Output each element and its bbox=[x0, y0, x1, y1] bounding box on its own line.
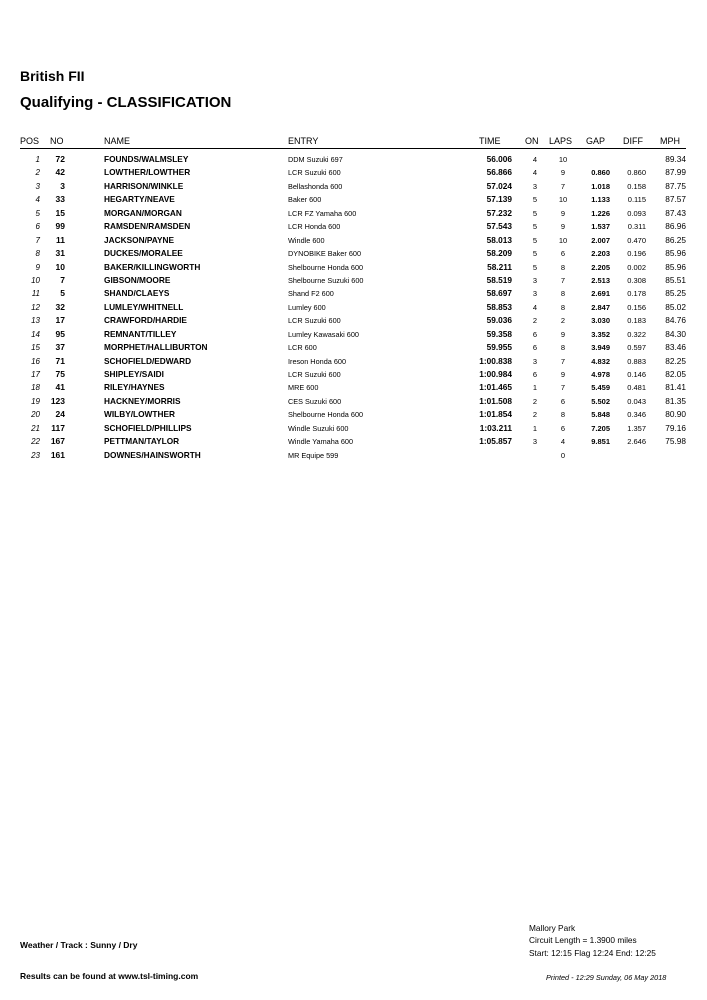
session-times: Start: 12:15 Flag 12:24 End: 12:25 bbox=[529, 947, 656, 958]
table-header bbox=[0, 136, 707, 148]
cell-laps: 4 bbox=[560, 437, 566, 447]
cell-pos: 10 bbox=[31, 275, 40, 285]
header-pos: POS bbox=[20, 136, 40, 146]
cell-pos: 7 bbox=[35, 235, 40, 245]
cell-time: 58.519 bbox=[486, 274, 512, 285]
cell-on: 1 bbox=[532, 383, 538, 393]
cell-laps: 6 bbox=[560, 423, 566, 433]
cell-on: 4 bbox=[532, 155, 538, 164]
cell-no: 167 bbox=[50, 436, 65, 447]
cell-pos: 20 bbox=[31, 410, 40, 420]
cell-time: 58.853 bbox=[486, 301, 512, 312]
cell-laps: 7 bbox=[560, 181, 566, 191]
cell-name: SCHOFIELD/EDWARD bbox=[104, 355, 192, 366]
cell-laps: 9 bbox=[560, 168, 566, 178]
cell-diff: 0.178 bbox=[627, 289, 646, 299]
cell-diff: 0.158 bbox=[627, 181, 646, 191]
cell-no: 75 bbox=[55, 369, 65, 379]
cell-name: REMNANT/TILLEY bbox=[104, 328, 177, 339]
cell-entry: CES Suzuki 600 bbox=[288, 396, 342, 406]
cell-diff: 0.481 bbox=[627, 383, 646, 393]
cell-gap: 2.007 bbox=[591, 235, 610, 245]
cell-on: 3 bbox=[532, 181, 538, 191]
cell-mph: 84.76 bbox=[665, 315, 686, 326]
cell-no: 3 bbox=[60, 180, 65, 191]
cell-pos: 14 bbox=[31, 329, 40, 339]
cell-gap: 7.205 bbox=[591, 423, 610, 433]
cell-no: 42 bbox=[55, 167, 65, 178]
cell-time: 56.006 bbox=[486, 154, 512, 164]
cell-entry: Windle 600 bbox=[288, 235, 325, 245]
cell-no: 71 bbox=[55, 355, 65, 366]
cell-name: SHAND/CLAEYS bbox=[104, 288, 170, 299]
header-entry: ENTRY bbox=[288, 136, 319, 146]
cell-no: 95 bbox=[55, 328, 65, 339]
cell-pos: 18 bbox=[31, 383, 40, 393]
table-row bbox=[0, 355, 707, 368]
cell-time: 58.697 bbox=[486, 288, 512, 299]
cell-mph: 85.96 bbox=[665, 261, 686, 272]
cell-pos: 21 bbox=[31, 423, 40, 433]
table-row bbox=[0, 220, 707, 233]
cell-pos: 1 bbox=[35, 155, 40, 164]
cell-mph: 75.98 bbox=[665, 436, 686, 447]
table-row bbox=[0, 381, 707, 394]
cell-name: RILEY/HAYNES bbox=[104, 382, 165, 393]
cell-on: 3 bbox=[532, 437, 538, 447]
table-row bbox=[0, 234, 707, 247]
cell-pos: 11 bbox=[31, 289, 40, 299]
cell-no: 41 bbox=[55, 382, 65, 393]
cell-entry: LCR 600 bbox=[288, 343, 317, 353]
cell-time: 57.139 bbox=[486, 194, 512, 205]
cell-laps: 10 bbox=[558, 235, 568, 245]
cell-name: HARRISON/WINKLE bbox=[104, 180, 184, 191]
cell-gap: 1.537 bbox=[591, 222, 610, 232]
cell-no: 24 bbox=[55, 409, 65, 420]
cell-name: LUMLEY/WHITNELL bbox=[104, 301, 184, 312]
cell-mph: 80.90 bbox=[665, 409, 686, 420]
cell-on: 3 bbox=[532, 289, 538, 299]
cell-name: BAKER/KILLINGWORTH bbox=[104, 261, 201, 272]
table-row bbox=[0, 166, 707, 179]
cell-pos: 19 bbox=[31, 396, 40, 406]
cell-laps: 7 bbox=[560, 383, 566, 393]
cell-mph: 87.75 bbox=[665, 180, 686, 191]
cell-time: 56.866 bbox=[486, 167, 512, 178]
table-row bbox=[0, 449, 707, 462]
cell-laps: 6 bbox=[560, 396, 566, 406]
cell-pos: 8 bbox=[35, 249, 40, 259]
cell-laps: 0 bbox=[560, 450, 566, 460]
cell-diff: 0.860 bbox=[627, 168, 646, 178]
cell-diff: 0.322 bbox=[627, 329, 646, 339]
classification-table bbox=[0, 153, 707, 462]
cell-gap: 4.978 bbox=[591, 370, 610, 379]
cell-entry: Lumley 600 bbox=[288, 302, 326, 312]
cell-gap: 5.502 bbox=[591, 396, 610, 406]
table-row bbox=[0, 328, 707, 341]
cell-time: 1:03.211 bbox=[479, 422, 512, 433]
cell-gap: 1.018 bbox=[591, 181, 610, 191]
cell-diff: 0.156 bbox=[627, 302, 646, 312]
cell-pos: 15 bbox=[31, 343, 40, 353]
cell-name: RAMSDEN/RAMSDEN bbox=[104, 221, 191, 232]
header-on: ON bbox=[525, 136, 539, 146]
cell-on: 5 bbox=[532, 208, 538, 218]
cell-no: 17 bbox=[55, 315, 65, 326]
table-row bbox=[0, 341, 707, 354]
cell-laps: 8 bbox=[560, 289, 566, 299]
cell-time: 57.543 bbox=[486, 221, 512, 232]
cell-gap: 1.133 bbox=[591, 195, 610, 205]
cell-entry: Ireson Honda 600 bbox=[288, 356, 347, 366]
cell-time: 58.211 bbox=[487, 261, 512, 272]
weather-track: Weather / Track : Sunny / Dry bbox=[20, 940, 138, 950]
cell-laps: 8 bbox=[560, 410, 566, 420]
cell-entry: Bellashonda 600 bbox=[288, 181, 343, 191]
cell-pos: 12 bbox=[31, 302, 40, 312]
cell-entry: Shelbourne Honda 600 bbox=[288, 410, 364, 420]
cell-time: 57.024 bbox=[486, 180, 512, 191]
session-title: Qualifying - CLASSIFICATION bbox=[20, 94, 232, 111]
cell-gap: 2.513 bbox=[591, 275, 610, 285]
header-mph: MPH bbox=[660, 136, 680, 146]
cell-diff: 0.311 bbox=[627, 222, 646, 232]
cell-time: 1:00.838 bbox=[479, 355, 512, 366]
cell-on: 4 bbox=[532, 302, 538, 312]
cell-diff: 1.357 bbox=[627, 423, 646, 433]
cell-gap: 1.226 bbox=[591, 208, 610, 218]
cell-laps: 2 bbox=[560, 316, 566, 326]
table-row bbox=[0, 261, 707, 274]
cell-diff: 0.308 bbox=[627, 275, 646, 285]
cell-mph: 85.25 bbox=[665, 288, 686, 299]
cell-name: MORPHET/HALLIBURTON bbox=[104, 342, 208, 353]
cell-time: 59.358 bbox=[486, 328, 512, 339]
cell-pos: 17 bbox=[31, 370, 40, 379]
cell-name: WILBY/LOWTHER bbox=[104, 409, 175, 420]
cell-mph: 86.25 bbox=[665, 234, 686, 245]
cell-entry: Shand F2 600 bbox=[288, 289, 334, 299]
cell-no: 15 bbox=[55, 207, 65, 218]
cell-name: HEGARTY/NEAVE bbox=[104, 194, 175, 205]
table-row bbox=[0, 408, 707, 421]
cell-pos: 6 bbox=[35, 222, 40, 232]
cell-on: 5 bbox=[532, 262, 538, 272]
cell-entry: Windle Suzuki 600 bbox=[288, 423, 349, 433]
cell-no: 99 bbox=[55, 221, 65, 232]
cell-gap: 3.949 bbox=[591, 343, 610, 353]
cell-pos: 16 bbox=[31, 356, 40, 366]
cell-time: 1:01.465 bbox=[479, 382, 512, 393]
circuit-length: Circuit Length = 1.3900 miles bbox=[529, 935, 637, 946]
cell-pos: 4 bbox=[35, 195, 40, 205]
cell-laps: 10 bbox=[558, 195, 568, 205]
cell-entry: LCR Suzuki 600 bbox=[288, 316, 341, 326]
cell-mph: 84.30 bbox=[665, 328, 686, 339]
header-laps: LAPS bbox=[549, 136, 573, 146]
cell-no: 72 bbox=[55, 154, 65, 164]
cell-mph: 79.16 bbox=[665, 422, 686, 433]
cell-laps: 7 bbox=[560, 275, 566, 285]
cell-entry: LCR FZ Yamaha 600 bbox=[288, 208, 357, 218]
cell-pos: 22 bbox=[31, 437, 40, 447]
cell-diff: 0.183 bbox=[627, 316, 646, 326]
cell-name: MORGAN/MORGAN bbox=[104, 207, 182, 218]
cell-on: 3 bbox=[532, 275, 538, 285]
table-row bbox=[0, 207, 707, 220]
cell-pos: 3 bbox=[35, 181, 40, 191]
table-row bbox=[0, 395, 707, 408]
cell-no: 117 bbox=[51, 422, 65, 433]
cell-gap: 2.691 bbox=[591, 289, 610, 299]
cell-gap: 9.851 bbox=[591, 437, 610, 447]
cell-on: 5 bbox=[532, 222, 538, 232]
cell-no: 161 bbox=[50, 449, 65, 460]
cell-diff: 2.646 bbox=[627, 437, 646, 447]
cell-mph: 81.35 bbox=[665, 395, 686, 406]
cell-mph: 87.57 bbox=[665, 194, 686, 205]
cell-no: 31 bbox=[55, 248, 65, 259]
cell-mph: 82.05 bbox=[665, 369, 686, 379]
cell-gap: 0.860 bbox=[591, 168, 610, 178]
cell-entry: MRE 600 bbox=[288, 383, 319, 393]
cell-laps: 7 bbox=[560, 356, 566, 366]
cell-time: 1:00.984 bbox=[479, 369, 512, 379]
table-row bbox=[0, 180, 707, 193]
header-time: TIME bbox=[479, 136, 501, 146]
cell-diff: 0.093 bbox=[627, 208, 646, 218]
cell-time: 57.232 bbox=[486, 207, 512, 218]
cell-diff: 0.196 bbox=[627, 249, 646, 259]
cell-entry: Lumley Kawasaki 600 bbox=[288, 329, 359, 339]
cell-laps: 8 bbox=[560, 343, 566, 353]
cell-mph: 87.99 bbox=[665, 167, 686, 178]
cell-gap: 4.832 bbox=[591, 356, 610, 366]
cell-no: 32 bbox=[55, 301, 65, 312]
cell-pos: 2 bbox=[35, 168, 40, 178]
cell-diff: 0.470 bbox=[627, 235, 646, 245]
cell-name: DUCKES/MORALEE bbox=[104, 248, 183, 259]
cell-time: 59.955 bbox=[486, 342, 512, 353]
cell-no: 33 bbox=[55, 194, 65, 205]
cell-diff: 0.346 bbox=[627, 410, 646, 420]
cell-on: 2 bbox=[532, 396, 538, 406]
cell-entry: LCR Suzuki 600 bbox=[288, 168, 341, 178]
header-divider bbox=[20, 148, 686, 149]
cell-entry: Windle Yamaha 600 bbox=[288, 437, 354, 447]
table-row bbox=[0, 287, 707, 300]
table-row bbox=[0, 422, 707, 435]
table-row bbox=[0, 368, 707, 381]
cell-name: HACKNEY/MORRIS bbox=[104, 395, 181, 406]
cell-on: 6 bbox=[532, 329, 538, 339]
venue-info bbox=[529, 922, 656, 959]
cell-gap: 3.030 bbox=[591, 316, 610, 326]
header-gap: GAP bbox=[586, 136, 606, 146]
cell-mph: 85.51 bbox=[665, 274, 686, 285]
cell-laps: 6 bbox=[560, 249, 566, 259]
cell-laps: 10 bbox=[558, 155, 568, 164]
cell-mph: 82.25 bbox=[665, 355, 686, 366]
cell-mph: 89.34 bbox=[665, 154, 686, 164]
cell-time: 59.036 bbox=[486, 315, 512, 326]
cell-name: CRAWFORD/HARDIE bbox=[104, 315, 187, 326]
cell-diff: 0.597 bbox=[627, 343, 646, 353]
cell-pos: 9 bbox=[35, 262, 40, 272]
printed-timestamp: Printed - 12:29 Sunday, 06 May 2018 bbox=[546, 973, 667, 982]
cell-entry: Shelbourne Suzuki 600 bbox=[288, 275, 364, 285]
cell-laps: 9 bbox=[560, 329, 566, 339]
cell-laps: 8 bbox=[560, 262, 566, 272]
cell-gap: 2.203 bbox=[591, 249, 610, 259]
cell-laps: 9 bbox=[560, 370, 566, 379]
cell-gap: 3.352 bbox=[591, 329, 610, 339]
cell-entry: DDM Suzuki 697 bbox=[288, 155, 343, 164]
cell-entry: Shelbourne Honda 600 bbox=[288, 262, 364, 272]
cell-pos: 23 bbox=[31, 450, 40, 460]
table-row bbox=[0, 314, 707, 327]
venue-name: Mallory Park bbox=[529, 923, 576, 933]
cell-on: 6 bbox=[532, 343, 538, 353]
header-no: NO bbox=[50, 136, 64, 146]
cell-name: FOUNDS/WALMSLEY bbox=[104, 154, 189, 164]
cell-diff: 0.146 bbox=[627, 370, 646, 379]
cell-mph: 85.02 bbox=[665, 301, 686, 312]
cell-laps: 8 bbox=[560, 302, 566, 312]
cell-name: DOWNES/HAINSWORTH bbox=[104, 449, 201, 460]
cell-no: 7 bbox=[60, 274, 65, 285]
header-name: NAME bbox=[104, 136, 131, 146]
cell-mph: 81.41 bbox=[665, 382, 686, 393]
cell-entry: MR Equipe 599 bbox=[288, 450, 339, 460]
cell-on: 2 bbox=[532, 316, 538, 326]
cell-name: SCHOFIELD/PHILLIPS bbox=[104, 422, 192, 433]
cell-entry: DYNOBIKE Baker 600 bbox=[288, 249, 362, 259]
cell-on: 5 bbox=[532, 249, 538, 259]
cell-laps: 9 bbox=[560, 208, 566, 218]
cell-pos: 5 bbox=[35, 208, 40, 218]
cell-on: 6 bbox=[532, 370, 538, 379]
table-row bbox=[0, 301, 707, 314]
cell-diff: 0.043 bbox=[627, 396, 646, 406]
cell-no: 37 bbox=[55, 342, 65, 353]
cell-mph: 83.46 bbox=[665, 342, 686, 353]
cell-gap: 5.848 bbox=[591, 410, 610, 420]
cell-name: LOWTHER/LOWTHER bbox=[104, 167, 191, 178]
cell-on: 5 bbox=[532, 235, 538, 245]
cell-mph: 85.96 bbox=[665, 248, 686, 259]
series-title: British FII bbox=[20, 68, 85, 84]
table-row bbox=[0, 193, 707, 206]
table-row bbox=[0, 435, 707, 448]
cell-diff: 0.115 bbox=[627, 195, 646, 205]
cell-gap: 5.459 bbox=[591, 383, 610, 393]
cell-gap: 2.847 bbox=[591, 302, 610, 312]
results-link-text: Results can be found at www.tsl-timing.com bbox=[20, 971, 199, 981]
cell-name: PETTMAN/TAYLOR bbox=[104, 436, 180, 447]
cell-time: 1:01.508 bbox=[479, 395, 512, 406]
cell-on: 1 bbox=[532, 423, 538, 433]
table-row bbox=[0, 153, 707, 166]
cell-pos: 13 bbox=[31, 316, 40, 326]
table-row bbox=[0, 247, 707, 260]
cell-on: 4 bbox=[532, 168, 538, 178]
cell-mph: 87.43 bbox=[665, 207, 686, 218]
cell-time: 1:01.854 bbox=[479, 409, 512, 420]
cell-on: 5 bbox=[532, 195, 538, 205]
cell-entry: LCR Honda 600 bbox=[288, 222, 341, 232]
cell-diff: 0.002 bbox=[627, 262, 646, 272]
cell-mph: 86.96 bbox=[665, 221, 686, 232]
header-diff: DIFF bbox=[623, 136, 643, 146]
cell-gap: 2.205 bbox=[591, 262, 610, 272]
cell-time: 58.209 bbox=[486, 248, 512, 259]
cell-no: 5 bbox=[60, 288, 65, 299]
cell-diff: 0.883 bbox=[627, 356, 646, 366]
cell-no: 123 bbox=[50, 395, 65, 406]
cell-time: 1:05.857 bbox=[479, 436, 512, 447]
cell-on: 3 bbox=[532, 356, 538, 366]
cell-name: GIBSON/MOORE bbox=[104, 274, 171, 285]
table-row bbox=[0, 274, 707, 287]
cell-no: 11 bbox=[56, 234, 65, 245]
cell-entry: LCR Suzuki 600 bbox=[288, 370, 341, 379]
cell-name: JACKSON/PAYNE bbox=[104, 234, 175, 245]
cell-name: SHIPLEY/SAIDI bbox=[104, 369, 164, 379]
cell-entry: Baker 600 bbox=[288, 195, 322, 205]
cell-on: 2 bbox=[532, 410, 538, 420]
cell-no: 10 bbox=[55, 261, 65, 272]
cell-laps: 9 bbox=[560, 222, 566, 232]
cell-time: 58.013 bbox=[486, 234, 512, 245]
